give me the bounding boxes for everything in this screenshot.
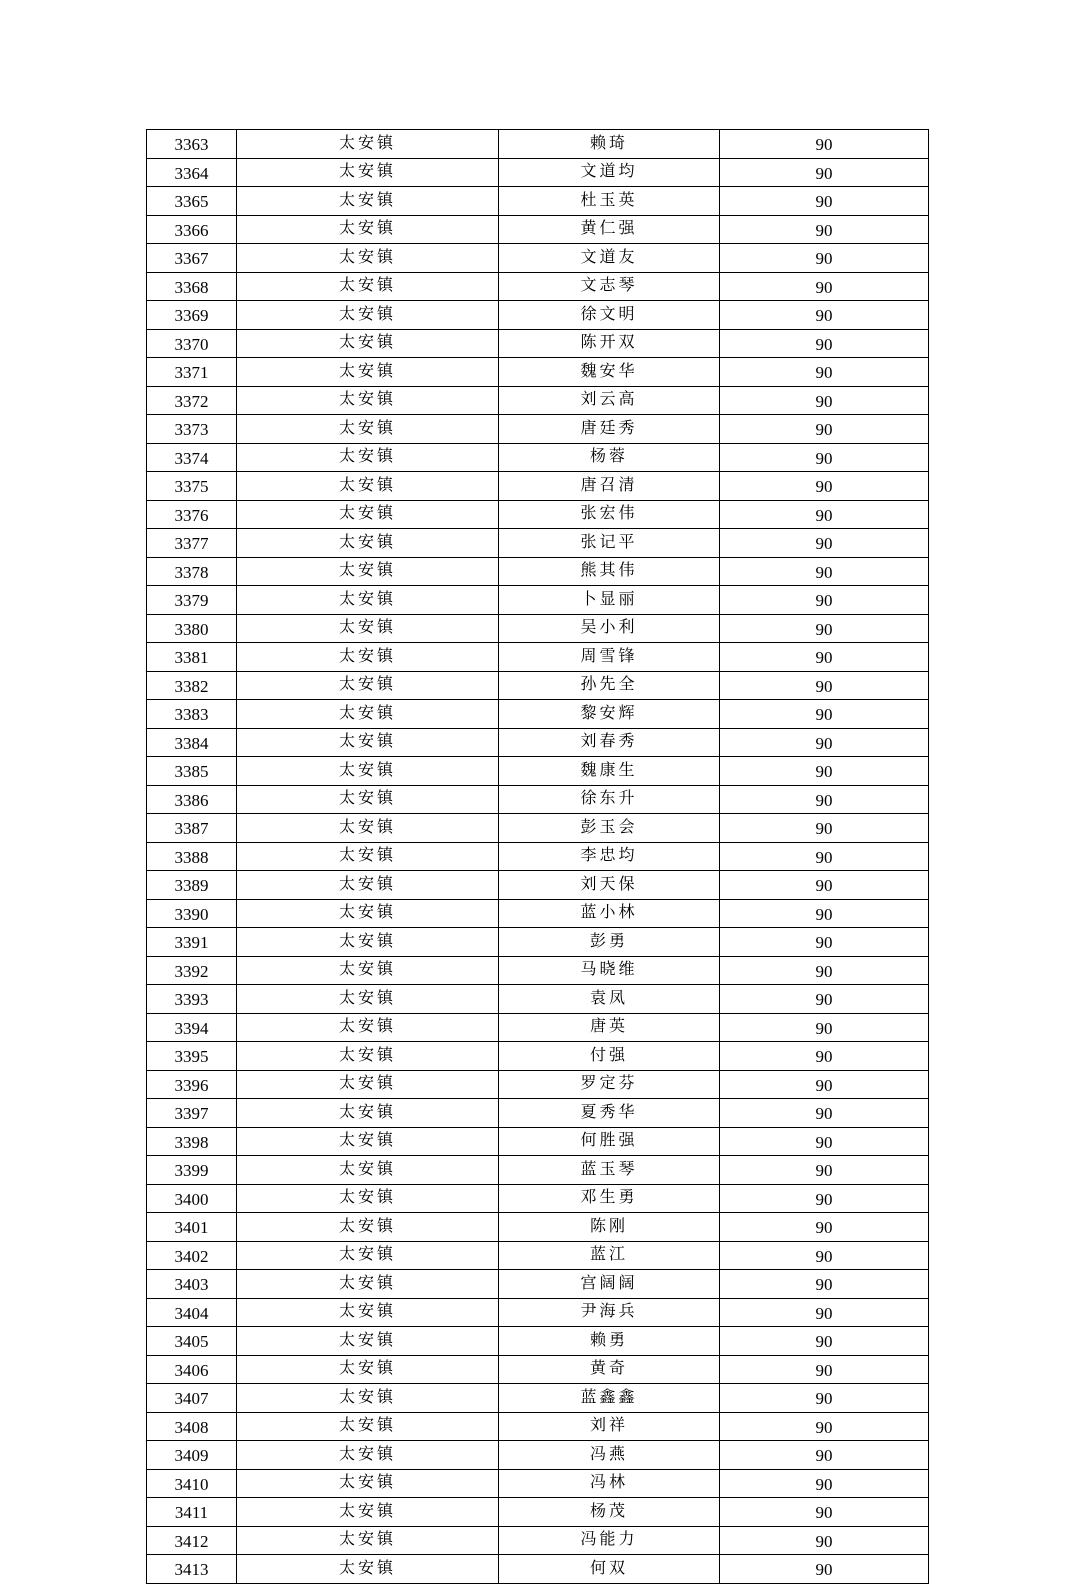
person-name-cell: 刘祥 xyxy=(499,1412,720,1441)
town-cell: 太安镇 xyxy=(237,158,499,187)
table-row xyxy=(147,358,929,387)
row-number-cell: 3391 xyxy=(147,928,237,957)
town-cell: 太安镇 xyxy=(237,1469,499,1498)
table-row xyxy=(147,1099,929,1128)
table-row xyxy=(147,671,929,700)
table-row xyxy=(147,1184,929,1213)
amount-cell: 90 xyxy=(720,358,929,387)
table-row xyxy=(147,130,929,159)
town-cell: 太安镇 xyxy=(237,985,499,1014)
table-row xyxy=(147,1355,929,1384)
row-number-cell: 3365 xyxy=(147,187,237,216)
person-name-cell: 冯能力 xyxy=(499,1526,720,1555)
person-name-cell: 何胜强 xyxy=(499,1127,720,1156)
person-name-cell: 刘天保 xyxy=(499,871,720,900)
amount-cell: 90 xyxy=(720,1469,929,1498)
table-row xyxy=(147,985,929,1014)
table-row xyxy=(147,586,929,615)
row-number-cell: 3390 xyxy=(147,899,237,928)
town-cell: 太安镇 xyxy=(237,814,499,843)
row-number-cell: 3380 xyxy=(147,614,237,643)
amount-cell: 90 xyxy=(720,500,929,529)
person-name-cell: 文道均 xyxy=(499,158,720,187)
amount-cell: 90 xyxy=(720,985,929,1014)
amount-cell: 90 xyxy=(720,158,929,187)
amount-cell: 90 xyxy=(720,1526,929,1555)
town-cell: 太安镇 xyxy=(237,1070,499,1099)
table-row xyxy=(147,842,929,871)
amount-cell: 90 xyxy=(720,1441,929,1470)
town-cell: 太安镇 xyxy=(237,1270,499,1299)
table-row xyxy=(147,1213,929,1242)
row-number-cell: 3394 xyxy=(147,1013,237,1042)
table-row xyxy=(147,329,929,358)
town-cell: 太安镇 xyxy=(237,1384,499,1413)
amount-cell: 90 xyxy=(720,814,929,843)
town-cell: 太安镇 xyxy=(237,643,499,672)
person-name-cell: 陈刚 xyxy=(499,1213,720,1242)
table-row xyxy=(147,1555,929,1584)
table-row xyxy=(147,1156,929,1185)
person-name-cell: 唐召清 xyxy=(499,472,720,501)
person-name-cell: 罗定芬 xyxy=(499,1070,720,1099)
person-name-cell: 彭勇 xyxy=(499,928,720,957)
table-row xyxy=(147,415,929,444)
row-number-cell: 3373 xyxy=(147,415,237,444)
table-row xyxy=(147,1127,929,1156)
amount-cell: 90 xyxy=(720,700,929,729)
row-number-cell: 3377 xyxy=(147,529,237,558)
town-cell: 太安镇 xyxy=(237,1099,499,1128)
amount-cell: 90 xyxy=(720,586,929,615)
table-row xyxy=(147,1526,929,1555)
row-number-cell: 3372 xyxy=(147,386,237,415)
row-number-cell: 3370 xyxy=(147,329,237,358)
table-row xyxy=(147,244,929,273)
amount-cell: 90 xyxy=(720,1099,929,1128)
row-number-cell: 3385 xyxy=(147,757,237,786)
table-row xyxy=(147,728,929,757)
row-number-cell: 3392 xyxy=(147,956,237,985)
amount-cell: 90 xyxy=(720,1241,929,1270)
roster-table xyxy=(146,129,929,1584)
town-cell: 太安镇 xyxy=(237,1013,499,1042)
person-name-cell: 杜玉英 xyxy=(499,187,720,216)
person-name-cell: 夏秀华 xyxy=(499,1099,720,1128)
row-number-cell: 3387 xyxy=(147,814,237,843)
table-row xyxy=(147,557,929,586)
person-name-cell: 陈开双 xyxy=(499,329,720,358)
row-number-cell: 3367 xyxy=(147,244,237,273)
town-cell: 太安镇 xyxy=(237,1355,499,1384)
table-row xyxy=(147,187,929,216)
amount-cell: 90 xyxy=(720,472,929,501)
town-cell: 太安镇 xyxy=(237,728,499,757)
row-number-cell: 3381 xyxy=(147,643,237,672)
row-number-cell: 3406 xyxy=(147,1355,237,1384)
town-cell: 太安镇 xyxy=(237,1526,499,1555)
person-name-cell: 袁凤 xyxy=(499,985,720,1014)
row-number-cell: 3371 xyxy=(147,358,237,387)
table-row xyxy=(147,301,929,330)
row-number-cell: 3384 xyxy=(147,728,237,757)
amount-cell: 90 xyxy=(720,443,929,472)
table-row xyxy=(147,1298,929,1327)
table-row xyxy=(147,700,929,729)
person-name-cell: 蓝江 xyxy=(499,1241,720,1270)
table-row xyxy=(147,500,929,529)
person-name-cell: 魏安华 xyxy=(499,358,720,387)
row-number-cell: 3397 xyxy=(147,1099,237,1128)
person-name-cell: 赖勇 xyxy=(499,1327,720,1356)
amount-cell: 90 xyxy=(720,899,929,928)
town-cell: 太安镇 xyxy=(237,1327,499,1356)
amount-cell: 90 xyxy=(720,671,929,700)
amount-cell: 90 xyxy=(720,301,929,330)
table-row xyxy=(147,1441,929,1470)
table-row xyxy=(147,1498,929,1527)
town-cell: 太安镇 xyxy=(237,529,499,558)
person-name-cell: 徐文明 xyxy=(499,301,720,330)
row-number-cell: 3386 xyxy=(147,785,237,814)
row-number-cell: 3413 xyxy=(147,1555,237,1584)
person-name-cell: 李忠均 xyxy=(499,842,720,871)
table-row xyxy=(147,1384,929,1413)
amount-cell: 90 xyxy=(720,244,929,273)
person-name-cell: 张记平 xyxy=(499,529,720,558)
table-row xyxy=(147,1469,929,1498)
person-name-cell: 冯燕 xyxy=(499,1441,720,1470)
table-row xyxy=(147,472,929,501)
row-number-cell: 3408 xyxy=(147,1412,237,1441)
amount-cell: 90 xyxy=(720,1156,929,1185)
table-row xyxy=(147,1412,929,1441)
row-number-cell: 3412 xyxy=(147,1526,237,1555)
person-name-cell: 蓝小林 xyxy=(499,899,720,928)
town-cell: 太安镇 xyxy=(237,244,499,273)
person-name-cell: 唐廷秀 xyxy=(499,415,720,444)
row-number-cell: 3409 xyxy=(147,1441,237,1470)
amount-cell: 90 xyxy=(720,1384,929,1413)
town-cell: 太安镇 xyxy=(237,700,499,729)
row-number-cell: 3364 xyxy=(147,158,237,187)
amount-cell: 90 xyxy=(720,757,929,786)
amount-cell: 90 xyxy=(720,1327,929,1356)
person-name-cell: 黄奇 xyxy=(499,1355,720,1384)
person-name-cell: 魏康生 xyxy=(499,757,720,786)
town-cell: 太安镇 xyxy=(237,1241,499,1270)
roster-table-body xyxy=(147,130,929,1584)
row-number-cell: 3393 xyxy=(147,985,237,1014)
amount-cell: 90 xyxy=(720,130,929,159)
person-name-cell: 马晓维 xyxy=(499,956,720,985)
town-cell: 太安镇 xyxy=(237,1298,499,1327)
amount-cell: 90 xyxy=(720,215,929,244)
row-number-cell: 3399 xyxy=(147,1156,237,1185)
town-cell: 太安镇 xyxy=(237,1555,499,1584)
person-name-cell: 周雪锋 xyxy=(499,643,720,672)
row-number-cell: 3401 xyxy=(147,1213,237,1242)
town-cell: 太安镇 xyxy=(237,215,499,244)
person-name-cell: 文志琴 xyxy=(499,272,720,301)
row-number-cell: 3383 xyxy=(147,700,237,729)
amount-cell: 90 xyxy=(720,529,929,558)
person-name-cell: 吴小利 xyxy=(499,614,720,643)
town-cell: 太安镇 xyxy=(237,1441,499,1470)
amount-cell: 90 xyxy=(720,272,929,301)
row-number-cell: 3382 xyxy=(147,671,237,700)
person-name-cell: 刘云高 xyxy=(499,386,720,415)
amount-cell: 90 xyxy=(720,728,929,757)
row-number-cell: 3368 xyxy=(147,272,237,301)
person-name-cell: 蓝玉琴 xyxy=(499,1156,720,1185)
amount-cell: 90 xyxy=(720,785,929,814)
amount-cell: 90 xyxy=(720,386,929,415)
town-cell: 太安镇 xyxy=(237,1127,499,1156)
amount-cell: 90 xyxy=(720,928,929,957)
person-name-cell: 张宏伟 xyxy=(499,500,720,529)
row-number-cell: 3403 xyxy=(147,1270,237,1299)
row-number-cell: 3379 xyxy=(147,586,237,615)
town-cell: 太安镇 xyxy=(237,1213,499,1242)
town-cell: 太安镇 xyxy=(237,842,499,871)
person-name-cell: 蓝鑫鑫 xyxy=(499,1384,720,1413)
town-cell: 太安镇 xyxy=(237,130,499,159)
row-number-cell: 3388 xyxy=(147,842,237,871)
person-name-cell: 文道友 xyxy=(499,244,720,273)
person-name-cell: 彭玉会 xyxy=(499,814,720,843)
amount-cell: 90 xyxy=(720,1270,929,1299)
amount-cell: 90 xyxy=(720,1213,929,1242)
town-cell: 太安镇 xyxy=(237,1184,499,1213)
person-name-cell: 赖琦 xyxy=(499,130,720,159)
town-cell: 太安镇 xyxy=(237,500,499,529)
row-number-cell: 3376 xyxy=(147,500,237,529)
row-number-cell: 3405 xyxy=(147,1327,237,1356)
amount-cell: 90 xyxy=(720,643,929,672)
row-number-cell: 3374 xyxy=(147,443,237,472)
town-cell: 太安镇 xyxy=(237,472,499,501)
row-number-cell: 3396 xyxy=(147,1070,237,1099)
table-row xyxy=(147,928,929,957)
row-number-cell: 3375 xyxy=(147,472,237,501)
person-name-cell: 邓生勇 xyxy=(499,1184,720,1213)
table-row xyxy=(147,614,929,643)
person-name-cell: 何双 xyxy=(499,1555,720,1584)
amount-cell: 90 xyxy=(720,1070,929,1099)
row-number-cell: 3369 xyxy=(147,301,237,330)
table-row xyxy=(147,1327,929,1356)
row-number-cell: 3366 xyxy=(147,215,237,244)
amount-cell: 90 xyxy=(720,1412,929,1441)
row-number-cell: 3395 xyxy=(147,1042,237,1071)
table-row xyxy=(147,643,929,672)
table-row xyxy=(147,1241,929,1270)
table-row xyxy=(147,899,929,928)
person-name-cell: 刘春秀 xyxy=(499,728,720,757)
town-cell: 太安镇 xyxy=(237,956,499,985)
table-row xyxy=(147,386,929,415)
amount-cell: 90 xyxy=(720,1184,929,1213)
table-row xyxy=(147,871,929,900)
amount-cell: 90 xyxy=(720,187,929,216)
amount-cell: 90 xyxy=(720,1555,929,1584)
person-name-cell: 杨茂 xyxy=(499,1498,720,1527)
person-name-cell: 唐英 xyxy=(499,1013,720,1042)
town-cell: 太安镇 xyxy=(237,272,499,301)
amount-cell: 90 xyxy=(720,1298,929,1327)
person-name-cell: 尹海兵 xyxy=(499,1298,720,1327)
row-number-cell: 3410 xyxy=(147,1469,237,1498)
amount-cell: 90 xyxy=(720,1498,929,1527)
person-name-cell: 黄仁强 xyxy=(499,215,720,244)
row-number-cell: 3404 xyxy=(147,1298,237,1327)
row-number-cell: 3363 xyxy=(147,130,237,159)
town-cell: 太安镇 xyxy=(237,329,499,358)
town-cell: 太安镇 xyxy=(237,358,499,387)
person-name-cell: 孙先全 xyxy=(499,671,720,700)
amount-cell: 90 xyxy=(720,329,929,358)
town-cell: 太安镇 xyxy=(237,899,499,928)
person-name-cell: 卜显丽 xyxy=(499,586,720,615)
town-cell: 太安镇 xyxy=(237,1412,499,1441)
table-row xyxy=(147,272,929,301)
amount-cell: 90 xyxy=(720,557,929,586)
person-name-cell: 黎安辉 xyxy=(499,700,720,729)
person-name-cell: 冯林 xyxy=(499,1469,720,1498)
amount-cell: 90 xyxy=(720,842,929,871)
town-cell: 太安镇 xyxy=(237,1156,499,1185)
town-cell: 太安镇 xyxy=(237,1498,499,1527)
table-row xyxy=(147,158,929,187)
amount-cell: 90 xyxy=(720,1355,929,1384)
town-cell: 太安镇 xyxy=(237,386,499,415)
town-cell: 太安镇 xyxy=(237,443,499,472)
person-name-cell: 徐东升 xyxy=(499,785,720,814)
town-cell: 太安镇 xyxy=(237,871,499,900)
row-number-cell: 3378 xyxy=(147,557,237,586)
amount-cell: 90 xyxy=(720,614,929,643)
table-row xyxy=(147,1042,929,1071)
town-cell: 太安镇 xyxy=(237,614,499,643)
town-cell: 太安镇 xyxy=(237,757,499,786)
town-cell: 太安镇 xyxy=(237,415,499,444)
town-cell: 太安镇 xyxy=(237,928,499,957)
person-name-cell: 付强 xyxy=(499,1042,720,1071)
person-name-cell: 杨蓉 xyxy=(499,443,720,472)
table-row xyxy=(147,814,929,843)
person-name-cell: 宫阔阔 xyxy=(499,1270,720,1299)
town-cell: 太安镇 xyxy=(237,586,499,615)
person-name-cell: 熊其伟 xyxy=(499,557,720,586)
town-cell: 太安镇 xyxy=(237,187,499,216)
table-row xyxy=(147,785,929,814)
amount-cell: 90 xyxy=(720,956,929,985)
town-cell: 太安镇 xyxy=(237,557,499,586)
row-number-cell: 3400 xyxy=(147,1184,237,1213)
row-number-cell: 3389 xyxy=(147,871,237,900)
row-number-cell: 3402 xyxy=(147,1241,237,1270)
table-row xyxy=(147,443,929,472)
table-row xyxy=(147,956,929,985)
town-cell: 太安镇 xyxy=(237,1042,499,1071)
row-number-cell: 3398 xyxy=(147,1127,237,1156)
row-number-cell: 3407 xyxy=(147,1384,237,1413)
amount-cell: 90 xyxy=(720,1127,929,1156)
amount-cell: 90 xyxy=(720,415,929,444)
town-cell: 太安镇 xyxy=(237,671,499,700)
amount-cell: 90 xyxy=(720,871,929,900)
town-cell: 太安镇 xyxy=(237,785,499,814)
table-row xyxy=(147,1270,929,1299)
amount-cell: 90 xyxy=(720,1042,929,1071)
table-row xyxy=(147,215,929,244)
table-row xyxy=(147,1070,929,1099)
table-row xyxy=(147,757,929,786)
table-row xyxy=(147,529,929,558)
row-number-cell: 3411 xyxy=(147,1498,237,1527)
town-cell: 太安镇 xyxy=(237,301,499,330)
amount-cell: 90 xyxy=(720,1013,929,1042)
table-row xyxy=(147,1013,929,1042)
